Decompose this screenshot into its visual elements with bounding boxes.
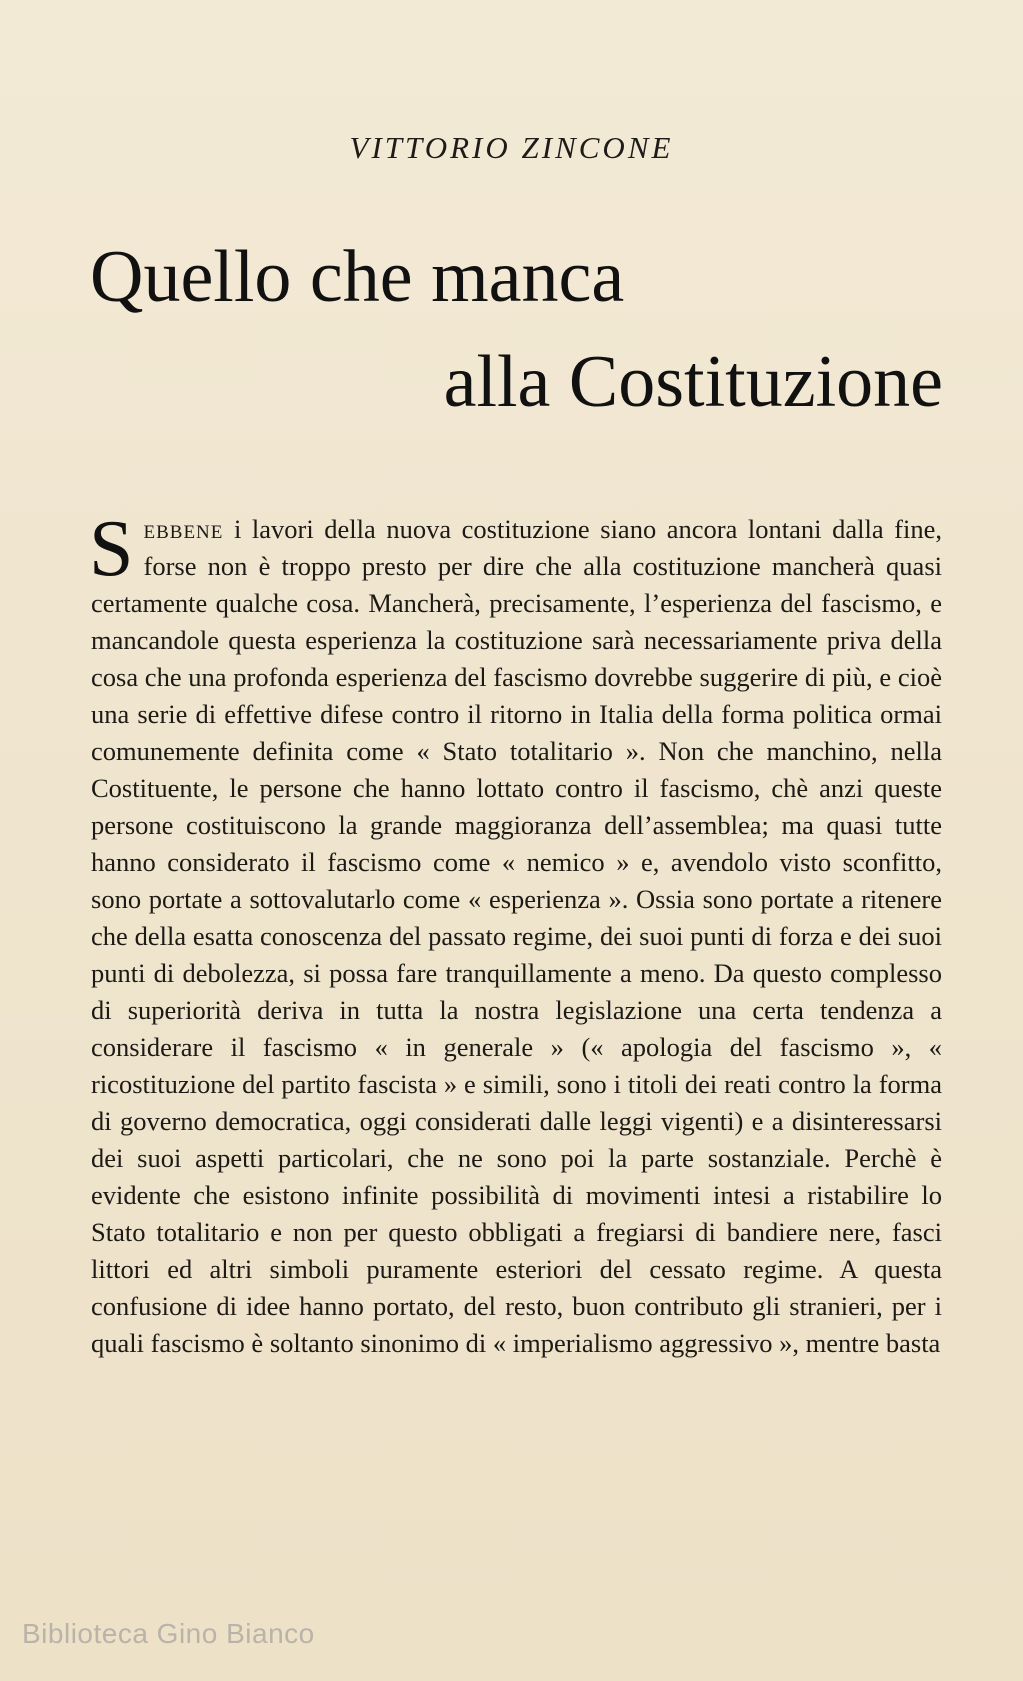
article-title-line-1: Quello che manca — [90, 236, 625, 318]
library-watermark: Biblioteca Gino Bianco — [22, 1618, 315, 1649]
drop-cap: S — [89, 505, 134, 593]
body-paragraph: i lavori della nuova costituzione siano ancora lontani dalla fine, forse non è troppo presto per dire che alla costituzione mancherà quasi certamente qualche cosa. Mancherà, precisamente, l’esperienza del fascismo, e mancandole questa esperienza la costituzione sarà necessariamente priva della cosa che una profonda esperienza del fascismo dovrebbe suggerire di più, e cioè una serie di effettive difese contro il ritorno in Italia della forma politica ormai comunemente definita come « Stato totalitario ». Non che manchino, nella Costituente, le persone che hanno lottato contro il fascismo, chè anzi queste persone costituiscono la grande maggioranza dell’assemblea; ma quasi tutte hanno considerato il fascismo come « nemico » e, avendolo visto sconfitto, sono portate a sottovalutarlo come « esperienza ». Ossia sono portate a ritenere che della esatta conoscenza del passato regime, dei suoi punti di forza e dei suoi punti di debolezza, si possa fare tranquillamente a meno. Da questo complesso di superiorità deriva in tutta la nostra legislazione una certa tendenza a considerare il fascismo « in generale » (« apologia del fascismo », « ricostituzione del partito fascista » e simili, sono i titoli dei reati contro la forma di governo democratica, oggi considerati dalle leggi vigenti) e a disinteressarsi dei suoi aspetti particolari, che ne sono poi la parte sostanziale. Perchè è evidente che esistono infinite possibilità di movimenti intesi a ristabilire lo Stato totalitario e non per questo obbligati a fregiarsi di bandiere nere, fasci littori ed altri simboli puramente esteriori del cessato regime. A questa confusione di idee hanno portato, del resto, buon contributo gli stranieri, per i quali fascismo è soltanto sinonimo di « imperialismo aggressivo », mentre basta — [91, 514, 942, 1358]
author-name: VITTORIO ZINCONE — [349, 130, 674, 165]
article-title-line-2: alla Costituzione — [443, 341, 943, 423]
lead-word: ebbene — [143, 514, 224, 544]
article-body — [89, 505, 942, 1362]
